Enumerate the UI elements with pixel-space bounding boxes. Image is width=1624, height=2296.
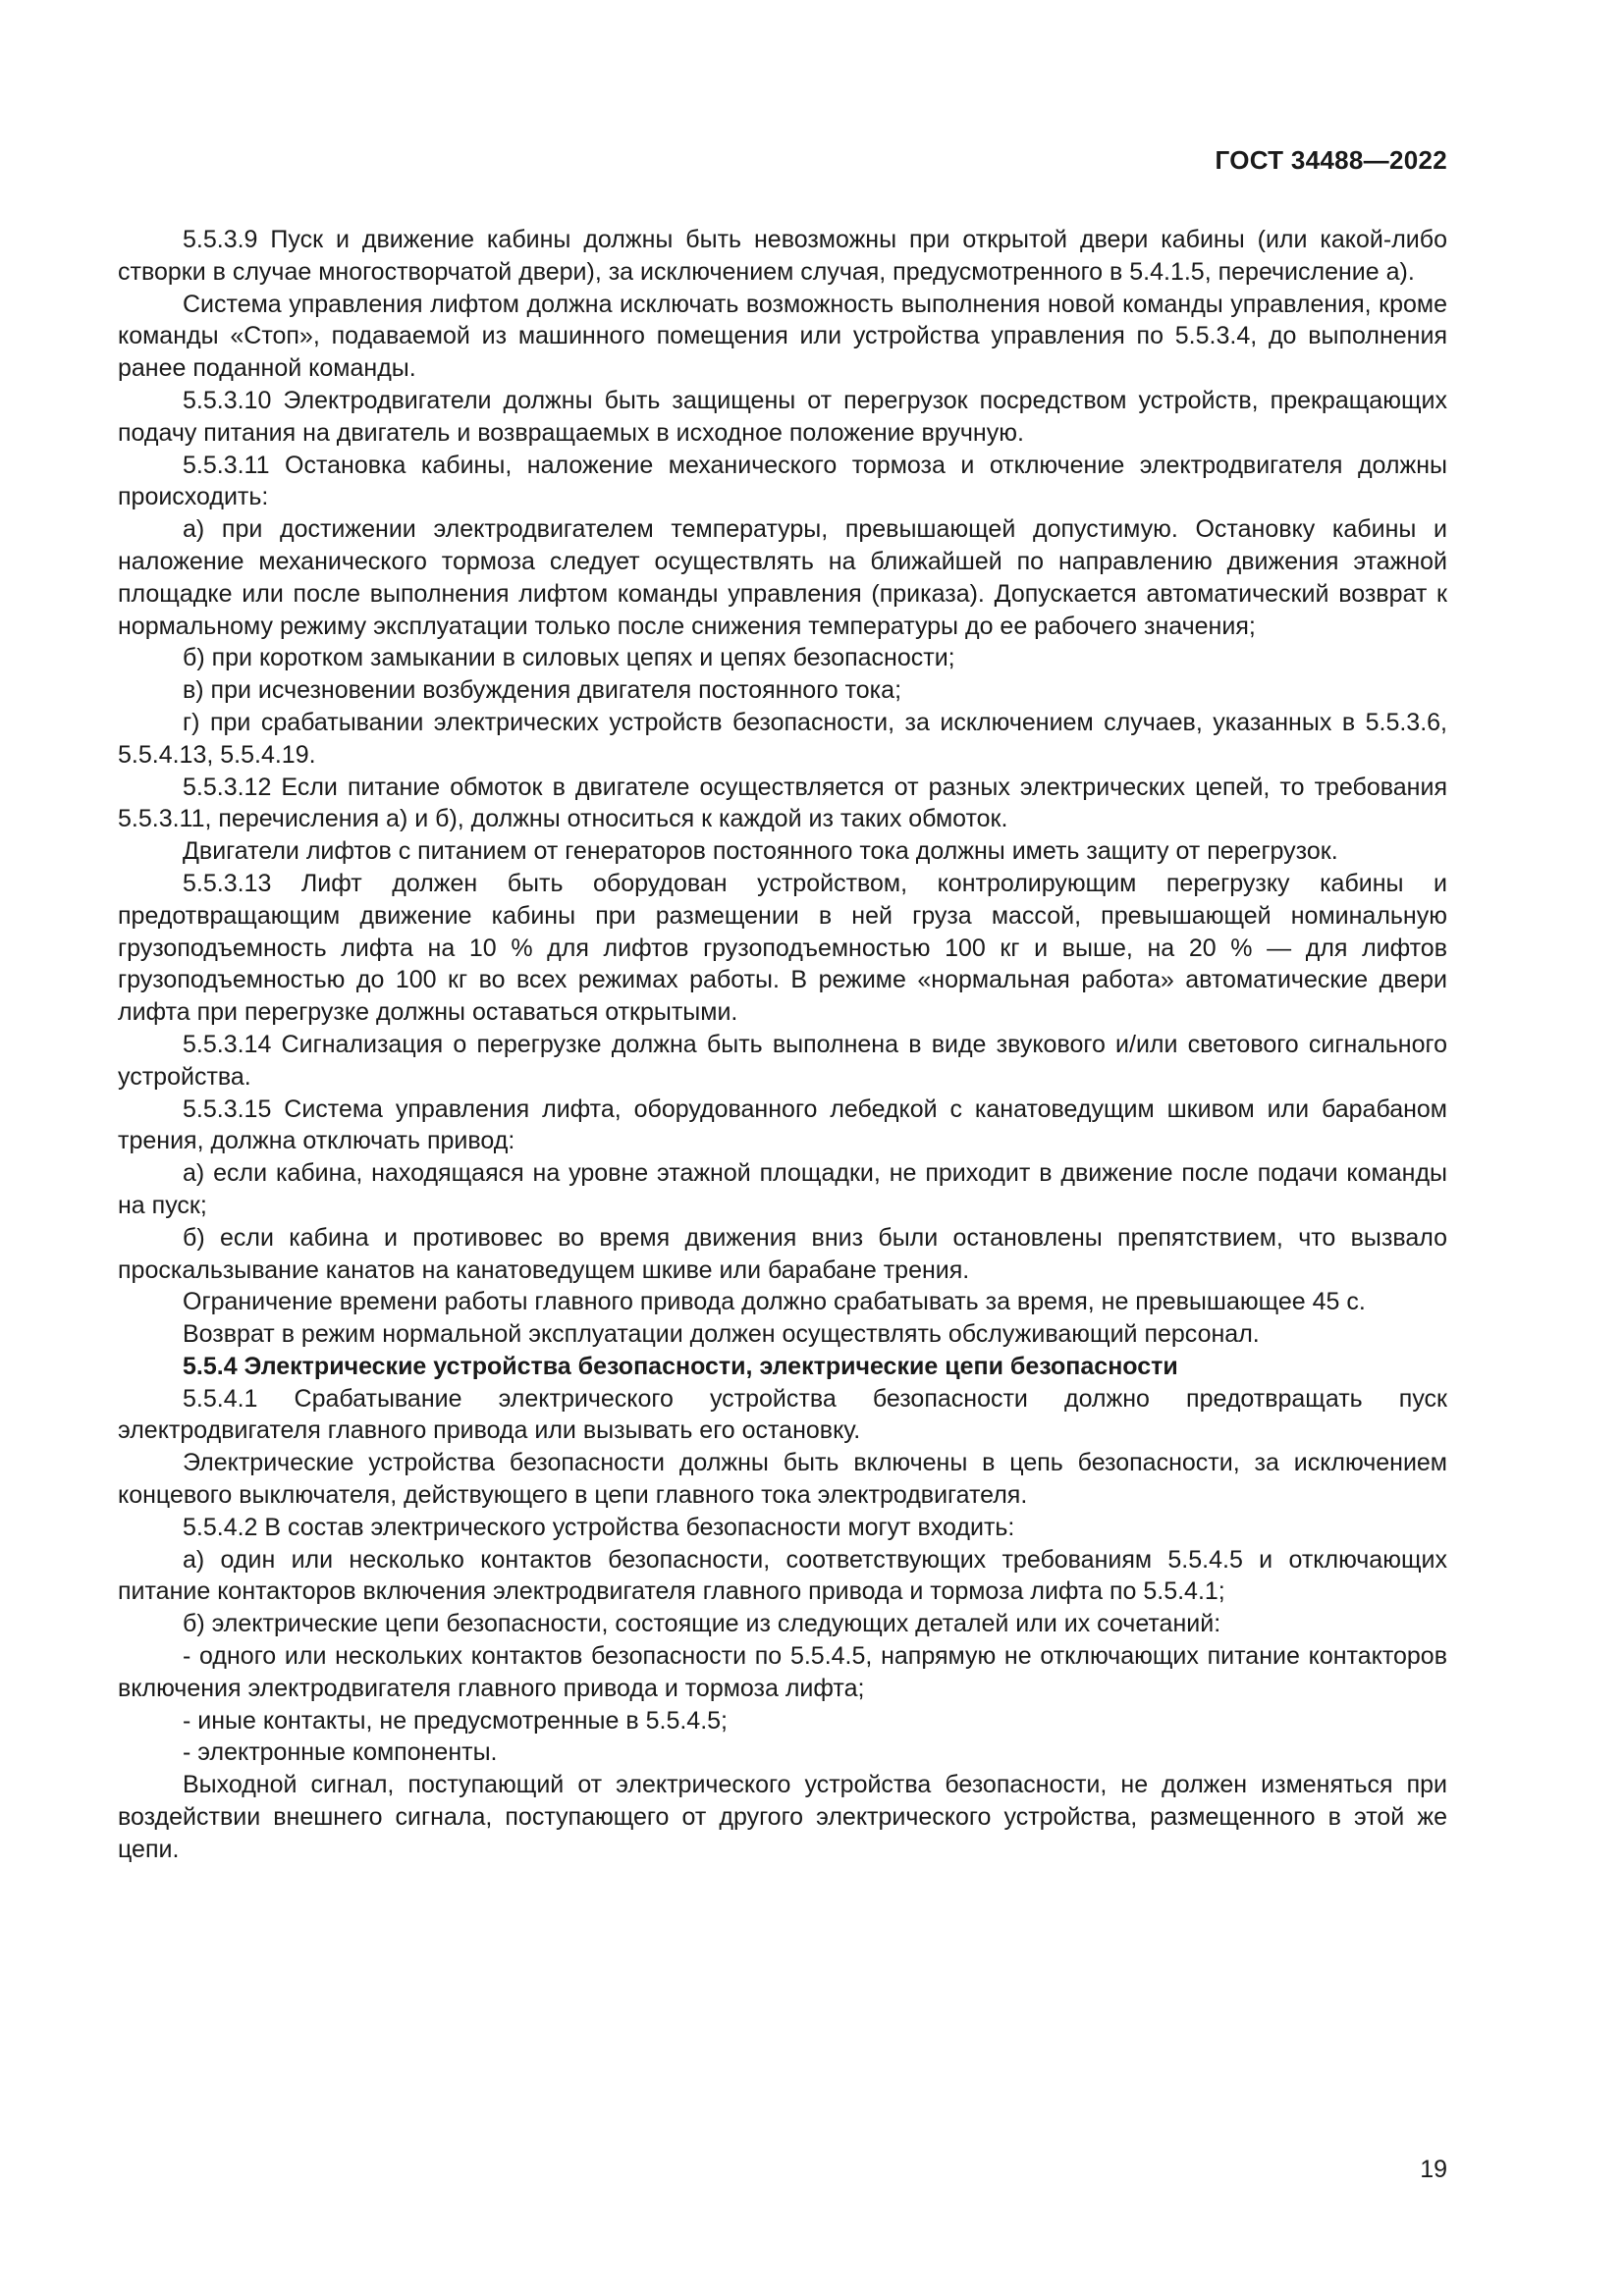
paragraph-5-5-3-13: 5.5.3.13 Лифт должен быть оборудован устройством, контролирующим перегрузку кабины и предотвращающим движение кабины при размещении в ней груза массой, превышающей номинальную грузоподъемность лифта на 10 % для лифтов грузоподъемностью 100 кг и выше, на 20 % — для лифтов грузоподъемностью до 100 кг во всех режимах работы. В режиме «нормальная работа» автоматические двери лифта при перегрузке должны оставаться открытыми. — [118, 869, 1447, 1027]
paragraph: Электрические устройства безопасности должны быть включены в цепь безопасности, за исключением концевого выключателя, действующего в цепи главного тока электродвигателя. — [118, 1449, 1447, 1510]
dash-list-item: - иные контакты, не предусмотренные в 5.5.4.5; — [183, 1706, 729, 1735]
list-item-a: а) один или несколько контактов безопасности, соответствующих требованиям 5.5.4.5 и отключающих питание контакторов включения электродвигателя главного привода и тормоза лифта по 5.5.4.1; — [118, 1545, 1447, 1606]
dash-list-item: - одного или нескольких контактов безопасности по 5.5.4.5, напрямую не отключающих питание контакторов включения электродвигателя главного привода и тормоза лифта; — [118, 1642, 1447, 1702]
document-code: ГОСТ 34488—2022 — [1215, 145, 1447, 175]
paragraph: Двигатели лифтов с питанием от генераторов постоянного тока должны иметь защиту от перегрузок. — [183, 837, 1338, 866]
page-number: 19 — [1420, 2156, 1447, 2183]
document-body — [118, 224, 1447, 1866]
list-item-b: б) электрические цепи безопасности, состоящие из следующих деталей или их сочетаний: — [183, 1610, 1221, 1638]
list-item-v: в) при исчезновении возбуждения двигателя постоянного тока; — [183, 676, 902, 705]
paragraph-5-5-3-9: 5.5.3.9 Пуск и движение кабины должны быть невозможны при открытой двери кабины (или какой-либо створки в случае многостворчатой двери), за исключением случая, предусмотренного в 5.4.1.5, перечисление а). — [118, 226, 1447, 286]
paragraph-5-5-3-11: 5.5.3.11 Остановка кабины, наложение механического тормоза и отключение электродвигателя должны происходить: — [118, 451, 1447, 511]
paragraph-5-5-3-12: 5.5.3.12 Если питание обмоток в двигателе осуществляется от разных электрических цепей, то требования 5.5.3.11, перечисления а) и б), должны относиться к каждой из таких обмоток. — [118, 773, 1447, 833]
paragraph-5-5-3-14: 5.5.3.14 Сигнализация о перегрузке должна быть выполнена в виде звукового и/или светового сигнального устройства. — [118, 1030, 1447, 1091]
paragraph: Ограничение времени работы главного привода должно срабатывать за время, не превышающее 45 с. — [183, 1288, 1366, 1316]
section-heading-5-5-4: 5.5.4 Электрические устройства безопасности, электрические цепи безопасности — [183, 1352, 1178, 1380]
list-item-a: а) при достижении электродвигателем температуры, превышающей допустимую. Остановку кабины и наложение механического тормоза следует осуществлять на ближайшей по направлению движения этажной площадке или после выполнения лифтом команды управления (приказа). Допускается автоматический возврат к нормальному режиму эксплуатации только после снижения температуры до ее рабочего значения; — [118, 515, 1447, 640]
paragraph-5-5-3-10: 5.5.3.10 Электродвигатели должны быть защищены от перегрузок посредством устройств, прекращающих подачу питания на двигатель и возвращаемых в исходное положение вручную. — [118, 386, 1447, 447]
list-item-a: а) если кабина, находящаяся на уровне этажной площадки, не приходит в движение после подачи команды на пуск; — [118, 1159, 1447, 1219]
paragraph-5-5-3-15: 5.5.3.15 Система управления лифта, оборудованного лебедкой с канатоведущим шкивом или барабаном трения, должна отключать привод: — [118, 1095, 1447, 1155]
list-item-b: б) при коротком замыкании в силовых цепях и цепях безопасности; — [183, 644, 955, 672]
paragraph: Система управления лифтом должна исключать возможность выполнения новой команды управления, кроме команды «Стоп», подаваемой из машинного помещения или устройства управления по 5.5.3.4, до выполнения ранее поданной команды. — [118, 290, 1447, 383]
dash-list-item: - электронные компоненты. — [183, 1738, 498, 1767]
list-item-b: б) если кабина и противовес во время движения вниз были остановлены препятствием, что вызвало проскальзывание канатов на канатоведущем шкиве или барабане трения. — [118, 1223, 1447, 1284]
paragraph: Выходной сигнал, поступающий от электрического устройства безопасности, не должен изменяться при воздействии внешнего сигнала, поступающего от другого электрического устройства, размещенного в этой же цепи. — [118, 1771, 1447, 1863]
list-item-g: г) при срабатывании электрических устройств безопасности, за исключением случаев, указанных в 5.5.3.6, 5.5.4.13, 5.5.4.19. — [118, 708, 1447, 769]
paragraph-5-5-4-1: 5.5.4.1 Срабатывание электрического устройства безопасности должно предотвращать пуск электродвигателя главного привода или вызывать его остановку. — [118, 1384, 1447, 1445]
paragraph-5-5-4-2: 5.5.4.2 В состав электрического устройства безопасности могут входить: — [183, 1513, 1015, 1541]
paragraph: Возврат в режим нормальной эксплуатации должен осуществлять обслуживающий персонал. — [183, 1320, 1260, 1349]
